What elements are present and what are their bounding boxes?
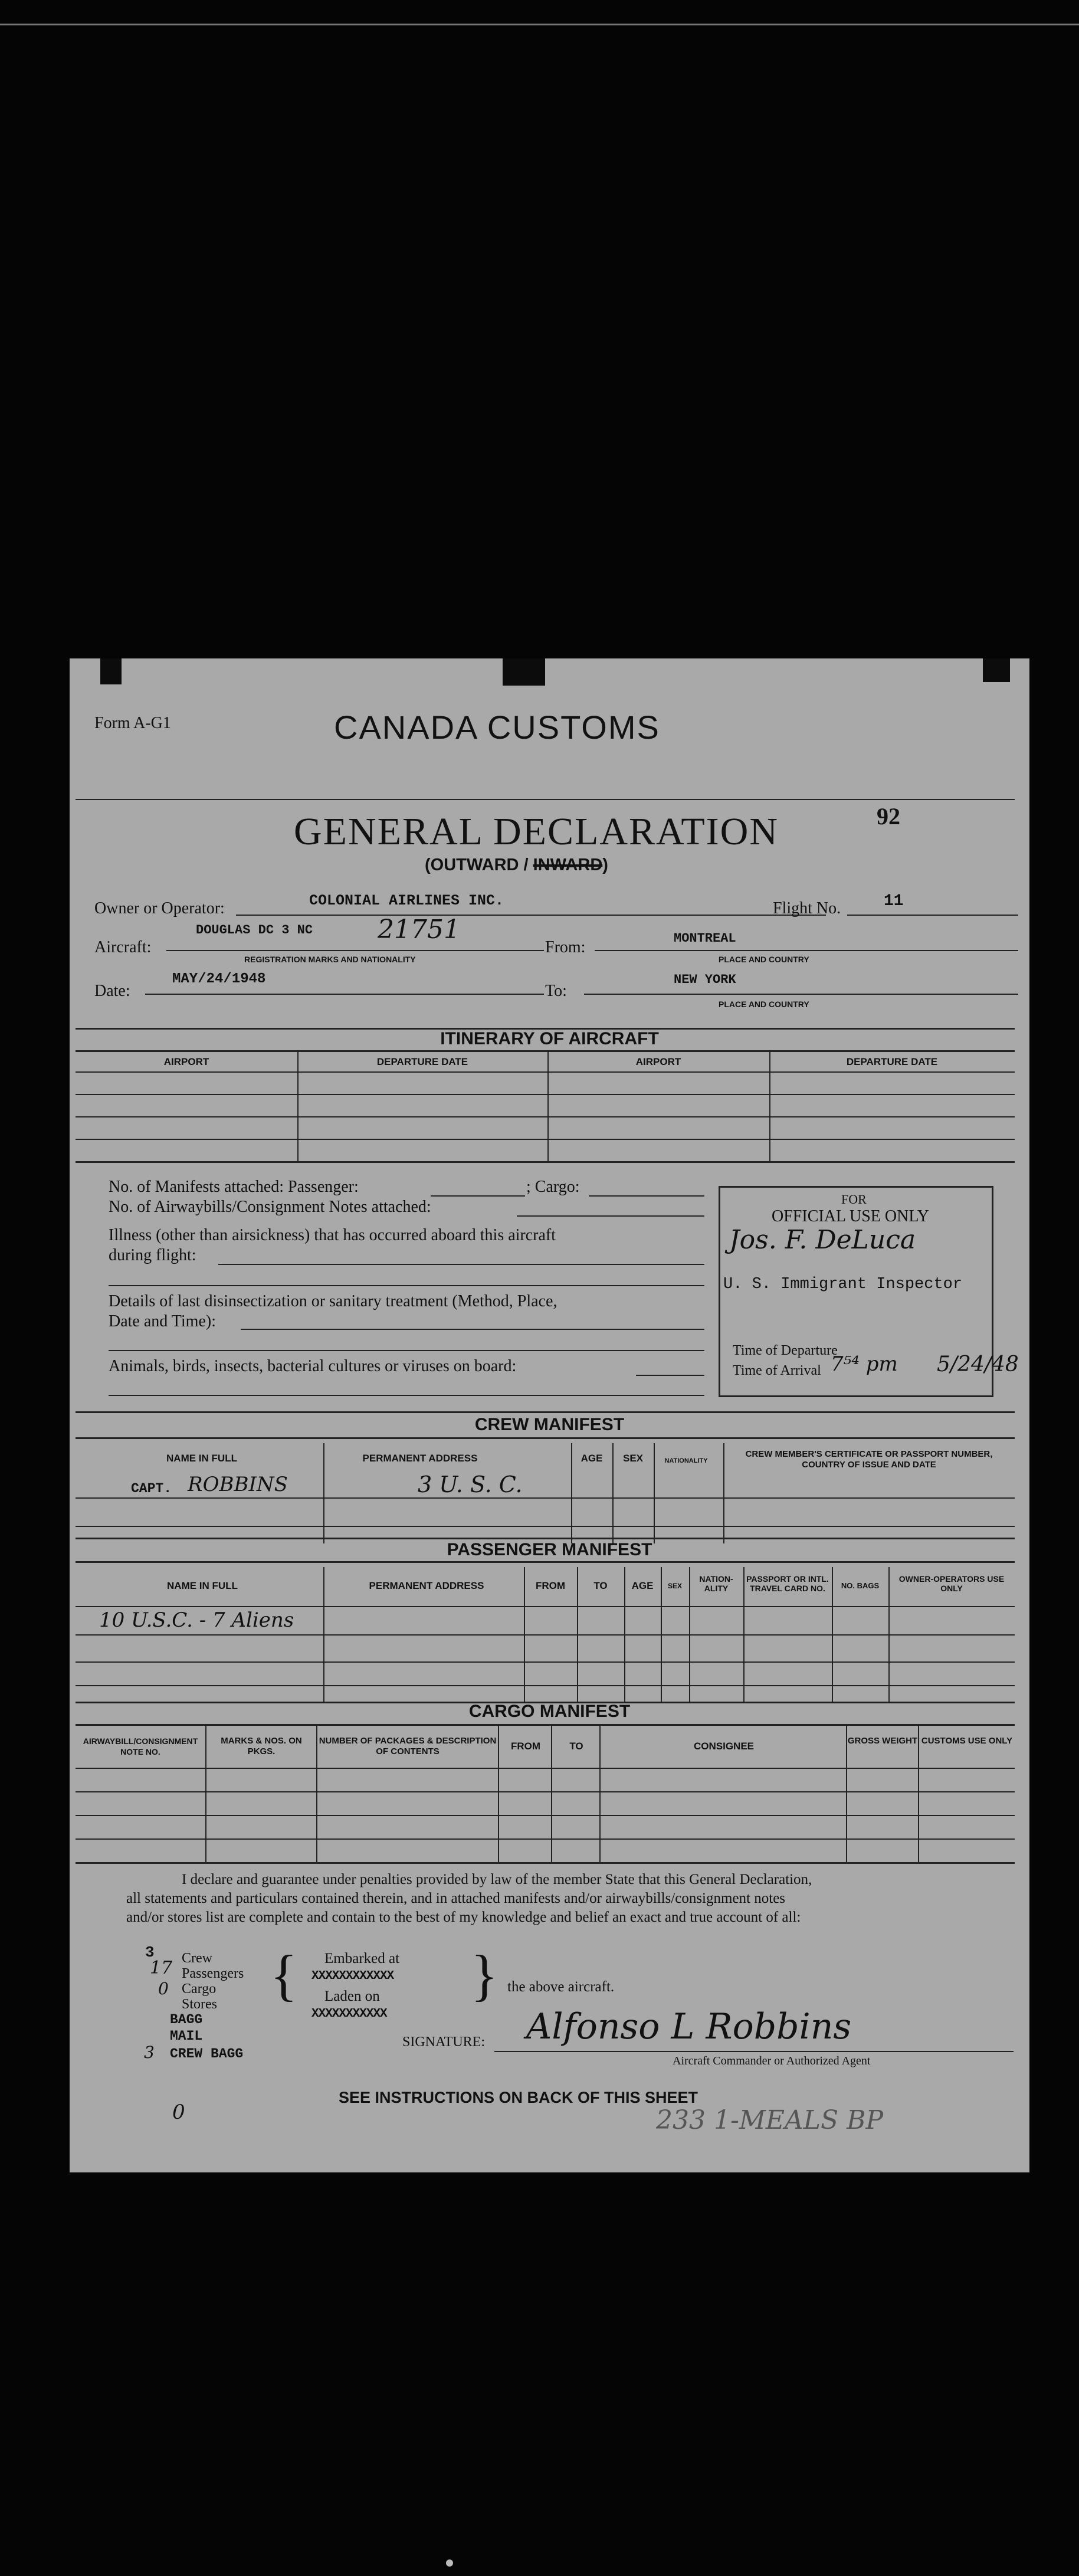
manifests-passenger-line xyxy=(431,1195,525,1197)
crew-col-rule xyxy=(612,1443,614,1543)
signature-label: SIGNATURE: xyxy=(402,2034,486,2050)
subtitle-inward-struck: INWARD xyxy=(533,856,603,874)
passenger-row-rule xyxy=(76,1685,1015,1686)
illness-label-1: Illness (other than airsickness) that has occurred aboard this aircraft xyxy=(109,1226,556,1244)
owner-label: Owner or Operator: xyxy=(94,899,225,917)
agency-title: CANADA CUSTOMS xyxy=(334,709,660,746)
owner-value: COLONIAL AIRLINES INC. xyxy=(309,892,504,909)
crew-top-rule xyxy=(76,1411,1015,1413)
item-cargo: Cargo xyxy=(182,1981,217,1997)
aircraft-handwritten: 21751 xyxy=(378,915,460,945)
date-value: MAY/24/1948 xyxy=(172,971,266,987)
signature-line xyxy=(494,2051,1014,2052)
count-cargo: 0 xyxy=(158,1979,169,1998)
cargo-col-packages: NUMBER OF PACKAGES & DESCRIPTION OF CONTENTS xyxy=(319,1736,497,1756)
date-label: Date: xyxy=(94,982,130,1000)
passenger-col-age: AGE xyxy=(631,1580,654,1591)
commander-signature: Alfonso L Robbins xyxy=(526,2006,852,2047)
cargo-bottom-rule xyxy=(76,1862,1015,1864)
crew-col-age: AGE xyxy=(581,1453,603,1464)
crew-col-certificate: CREW MEMBER'S CERTIFICATE OR PASSPORT NUMBER, COUNTRY OF ISSUE AND DATE xyxy=(745,1449,993,1470)
left-brace: { xyxy=(270,1944,298,2007)
crew-name-typed: CAPT. xyxy=(131,1481,172,1496)
arrival-time: 7⁵⁴ pm xyxy=(831,1352,898,1376)
disinsect-label-2: Date and Time): xyxy=(109,1312,216,1330)
disinsect-line xyxy=(241,1329,704,1330)
arrival-label: Time of Arrival xyxy=(733,1363,821,1378)
crew-name-handwritten: ROBBINS xyxy=(188,1473,288,1496)
passenger-col-from: FROM xyxy=(535,1580,566,1591)
itinerary-row-rule xyxy=(76,1139,1015,1140)
film-top-line xyxy=(0,24,1079,25)
flight-value: 11 xyxy=(884,892,904,910)
form-number: Form A-G1 xyxy=(94,714,171,732)
itinerary-col-airport-1: AIRPORT xyxy=(163,1056,209,1067)
declaration-text-2: all statements and particulars contained therein, and in attached manifests and/or airwaybills/consignment notes xyxy=(126,1890,786,1906)
signature-caption: Aircraft Commander or Authorized Agent xyxy=(673,2054,871,2067)
official-use-only: OFFICIAL USE ONLY xyxy=(772,1207,929,1225)
cargo-label: ; Cargo: xyxy=(526,1178,580,1196)
count-crew: 3 xyxy=(145,1944,155,1961)
crew-col-sex: SEX xyxy=(622,1453,644,1464)
embarked-label: Embarked at xyxy=(324,1951,400,1967)
crew-heading: CREW MANIFEST xyxy=(474,1415,625,1434)
passenger-col-passport: PASSPORT OR INTL. TRAVEL CARD NO. xyxy=(746,1574,829,1593)
declaration-text-3: and/or stores list are complete and contain to the best of my knowledge and belief an exact and true account of all: xyxy=(126,1909,801,1925)
crew-col-rule xyxy=(323,1443,324,1543)
declaration-text-1: I declare and guarantee under penalties provided by law of the member State that this General Declaration, xyxy=(182,1872,812,1887)
itinerary-col-rule xyxy=(297,1050,299,1162)
crew-col-rule xyxy=(571,1443,572,1543)
itinerary-heading: ITINERARY OF AIRCRAFT xyxy=(440,1029,659,1048)
above-aircraft: the above aircraft. xyxy=(507,1979,615,1995)
disinsect-label-1: Details of last disinsectization or sanitary treatment (Method, Place, xyxy=(109,1292,557,1310)
owner-line xyxy=(236,915,826,916)
passenger-top-rule xyxy=(76,1538,1015,1539)
to-line xyxy=(584,994,1018,995)
header-rule xyxy=(76,799,1015,800)
cargo-col-from: FROM xyxy=(510,1741,541,1752)
aircraft-label: Aircraft: xyxy=(94,938,152,956)
laden-struck: XXXXXXXXXXX xyxy=(311,2007,387,2021)
passenger-row-rule xyxy=(76,1634,1015,1636)
cargo-col-customs: CUSTOMS USE ONLY xyxy=(921,1736,1013,1746)
passenger-col-rule xyxy=(888,1567,890,1703)
form-title: GENERAL DECLARATION xyxy=(294,810,779,853)
passenger-col-rule xyxy=(577,1567,578,1703)
itinerary-bottom-rule xyxy=(76,1161,1015,1163)
passenger-col-rule xyxy=(689,1567,690,1703)
airwaybills-line xyxy=(517,1215,704,1217)
itinerary-row-rule xyxy=(76,1094,1015,1095)
place-caption-1: PLACE AND COUNTRY xyxy=(719,955,809,964)
passenger-row-rule xyxy=(76,1661,1015,1663)
from-label: From: xyxy=(545,938,586,956)
itinerary-col-airport-2: AIRPORT xyxy=(635,1056,681,1067)
cargo-row-rule xyxy=(76,1838,1015,1840)
official-for: FOR xyxy=(841,1192,867,1207)
film-dot xyxy=(446,2559,453,2567)
binder-tab-left xyxy=(100,658,122,684)
cargo-col-consignee: CONSIGNEE xyxy=(693,1741,755,1752)
cargo-col-rule xyxy=(205,1724,206,1862)
inspector-signature: Jos. F. DeLuca xyxy=(729,1225,916,1255)
passenger-col-sex: SEX xyxy=(667,1582,682,1590)
subtitle-outward: (OUTWARD / xyxy=(425,856,533,874)
passenger-col-address: PERMANENT ADDRESS xyxy=(369,1580,484,1591)
embarked-struck: XXXXXXXXXXXX xyxy=(311,1969,394,1983)
manifests-label: No. of Manifests attached: Passenger: xyxy=(109,1178,359,1196)
passenger-col-nationality: NATION-ALITY xyxy=(699,1574,733,1593)
passenger-col-rule xyxy=(661,1567,662,1703)
itinerary-head-rule xyxy=(76,1050,1015,1052)
cargo-heading: CARGO MANIFEST xyxy=(468,1702,631,1721)
to-value: NEW YORK xyxy=(674,972,736,987)
crew-col-nationality: NATIONALITY xyxy=(664,1457,708,1464)
crew-row-rule xyxy=(76,1526,1015,1527)
cargo-col-rule xyxy=(316,1724,317,1862)
binder-tab-center xyxy=(503,658,545,686)
illness-line xyxy=(218,1264,704,1265)
item-crew-bagg: CREW BAGG xyxy=(170,2046,244,2062)
passenger-col-rule xyxy=(624,1567,625,1703)
item-bagg: BAGG xyxy=(170,2012,203,2027)
cargo-col-marks: MARKS & NOS. ON PKGS. xyxy=(221,1736,302,1756)
aircraft-line xyxy=(166,950,544,951)
page-number: 92 xyxy=(877,803,900,830)
binder-tab-right xyxy=(983,658,1010,682)
departure-label: Time of Departure xyxy=(733,1343,838,1358)
aircraft-value: DOUGLAS DC 3 NC xyxy=(196,923,313,938)
itinerary-col-rule xyxy=(547,1050,549,1162)
item-crew: Crew xyxy=(182,1951,212,1966)
passenger-col-name: NAME IN FULL xyxy=(167,1580,238,1591)
cargo-head-rule xyxy=(76,1724,1015,1726)
crew-head-rule xyxy=(76,1437,1015,1439)
crew-col-name: NAME IN FULL xyxy=(166,1453,237,1464)
passenger-col-bags: NO. BAGS xyxy=(841,1581,880,1590)
passenger-row-rule xyxy=(76,1606,1015,1607)
general-declaration-sheet xyxy=(70,658,1029,2172)
passenger-col-to: TO xyxy=(593,1580,608,1591)
subtitle-close: ) xyxy=(602,856,608,874)
crew-col-rule xyxy=(654,1443,655,1543)
passenger-col-rule xyxy=(832,1567,833,1703)
from-value: MONTREAL xyxy=(674,931,736,946)
crew-address-handwritten: 3 U. S. C. xyxy=(418,1471,523,1497)
date-line xyxy=(145,994,544,995)
passenger-col-rule xyxy=(524,1567,525,1703)
passenger-col-rule xyxy=(743,1567,745,1703)
instructions-note: SEE INSTRUCTIONS ON BACK OF THIS SHEET xyxy=(339,2089,698,2106)
cargo-col-to: TO xyxy=(569,1741,583,1752)
count-crew-bagg: 3 xyxy=(144,2043,155,2062)
passenger-row-handwritten: 10 U.S.C. - 7 Aliens xyxy=(99,1608,294,1632)
laden-label: Laden on xyxy=(324,1988,380,2004)
flight-label: Flight No. xyxy=(773,899,841,917)
itinerary-col-rule xyxy=(769,1050,770,1162)
cargo-col-airwaybill: AIRWAYBILL/CONSIGNMENT NOTE NO. xyxy=(83,1736,198,1756)
animals-line xyxy=(636,1375,704,1376)
crew-col-rule xyxy=(723,1443,724,1543)
count-passengers: 17 xyxy=(150,1958,173,1978)
cargo-col-rule xyxy=(918,1724,919,1862)
cargo-row-rule xyxy=(76,1791,1015,1792)
cargo-row-rule xyxy=(76,1768,1015,1769)
cargo-row-rule xyxy=(76,1815,1015,1816)
illness-line-2 xyxy=(109,1285,704,1286)
item-passengers: Passengers xyxy=(182,1966,244,1981)
cargo-col-rule xyxy=(599,1724,601,1862)
cargo-col-weight: GROSS WEIGHT xyxy=(847,1736,918,1746)
passenger-head-rule xyxy=(76,1561,1015,1563)
itinerary-row-rule xyxy=(76,1071,1015,1073)
itinerary-col-date-1: DEPARTURE DATE xyxy=(376,1056,468,1067)
passenger-col-owner: OWNER-OPERATORS USE ONLY xyxy=(898,1574,1005,1593)
from-line xyxy=(595,950,1018,951)
to-label: To: xyxy=(545,982,567,1000)
right-brace: } xyxy=(471,1944,498,2007)
animals-label: Animals, birds, insects, bacterial cultures or viruses on board: xyxy=(109,1357,517,1375)
crew-row-rule xyxy=(76,1497,1015,1499)
place-caption-2: PLACE AND COUNTRY xyxy=(719,999,809,1009)
passenger-col-rule xyxy=(323,1567,324,1703)
cargo-col-rule xyxy=(846,1724,847,1862)
airwaybills-label: No. of Airwaybills/Consignment Notes attached: xyxy=(109,1198,431,1216)
disinsect-line-2 xyxy=(109,1350,704,1351)
itinerary-col-date-2: DEPARTURE DATE xyxy=(846,1056,938,1067)
cargo-col-rule xyxy=(551,1724,552,1862)
manifests-cargo-line xyxy=(589,1195,704,1197)
cargo-col-rule xyxy=(498,1724,499,1862)
form-subtitle xyxy=(425,856,608,875)
itinerary-row-rule xyxy=(76,1116,1015,1117)
item-mail: MAIL xyxy=(170,2028,203,2044)
footer-handwritten: 233 1-MEALS BP xyxy=(656,2105,884,2135)
margin-mark: 0 xyxy=(172,2100,185,2124)
arrival-date: 5/24/48 xyxy=(937,1352,1019,1377)
animals-line-2 xyxy=(109,1395,704,1396)
item-stores: Stores xyxy=(182,1997,217,2012)
inspector-stamp: U. S. Immigrant Inspector xyxy=(723,1276,963,1293)
flight-line xyxy=(847,915,1018,916)
illness-label-2: during flight: xyxy=(109,1246,196,1264)
registration-caption: REGISTRATION MARKS AND NATIONALITY xyxy=(244,955,416,964)
crew-col-address: PERMANENT ADDRESS xyxy=(362,1453,478,1464)
passenger-heading: PASSENGER MANIFEST xyxy=(447,1540,652,1559)
